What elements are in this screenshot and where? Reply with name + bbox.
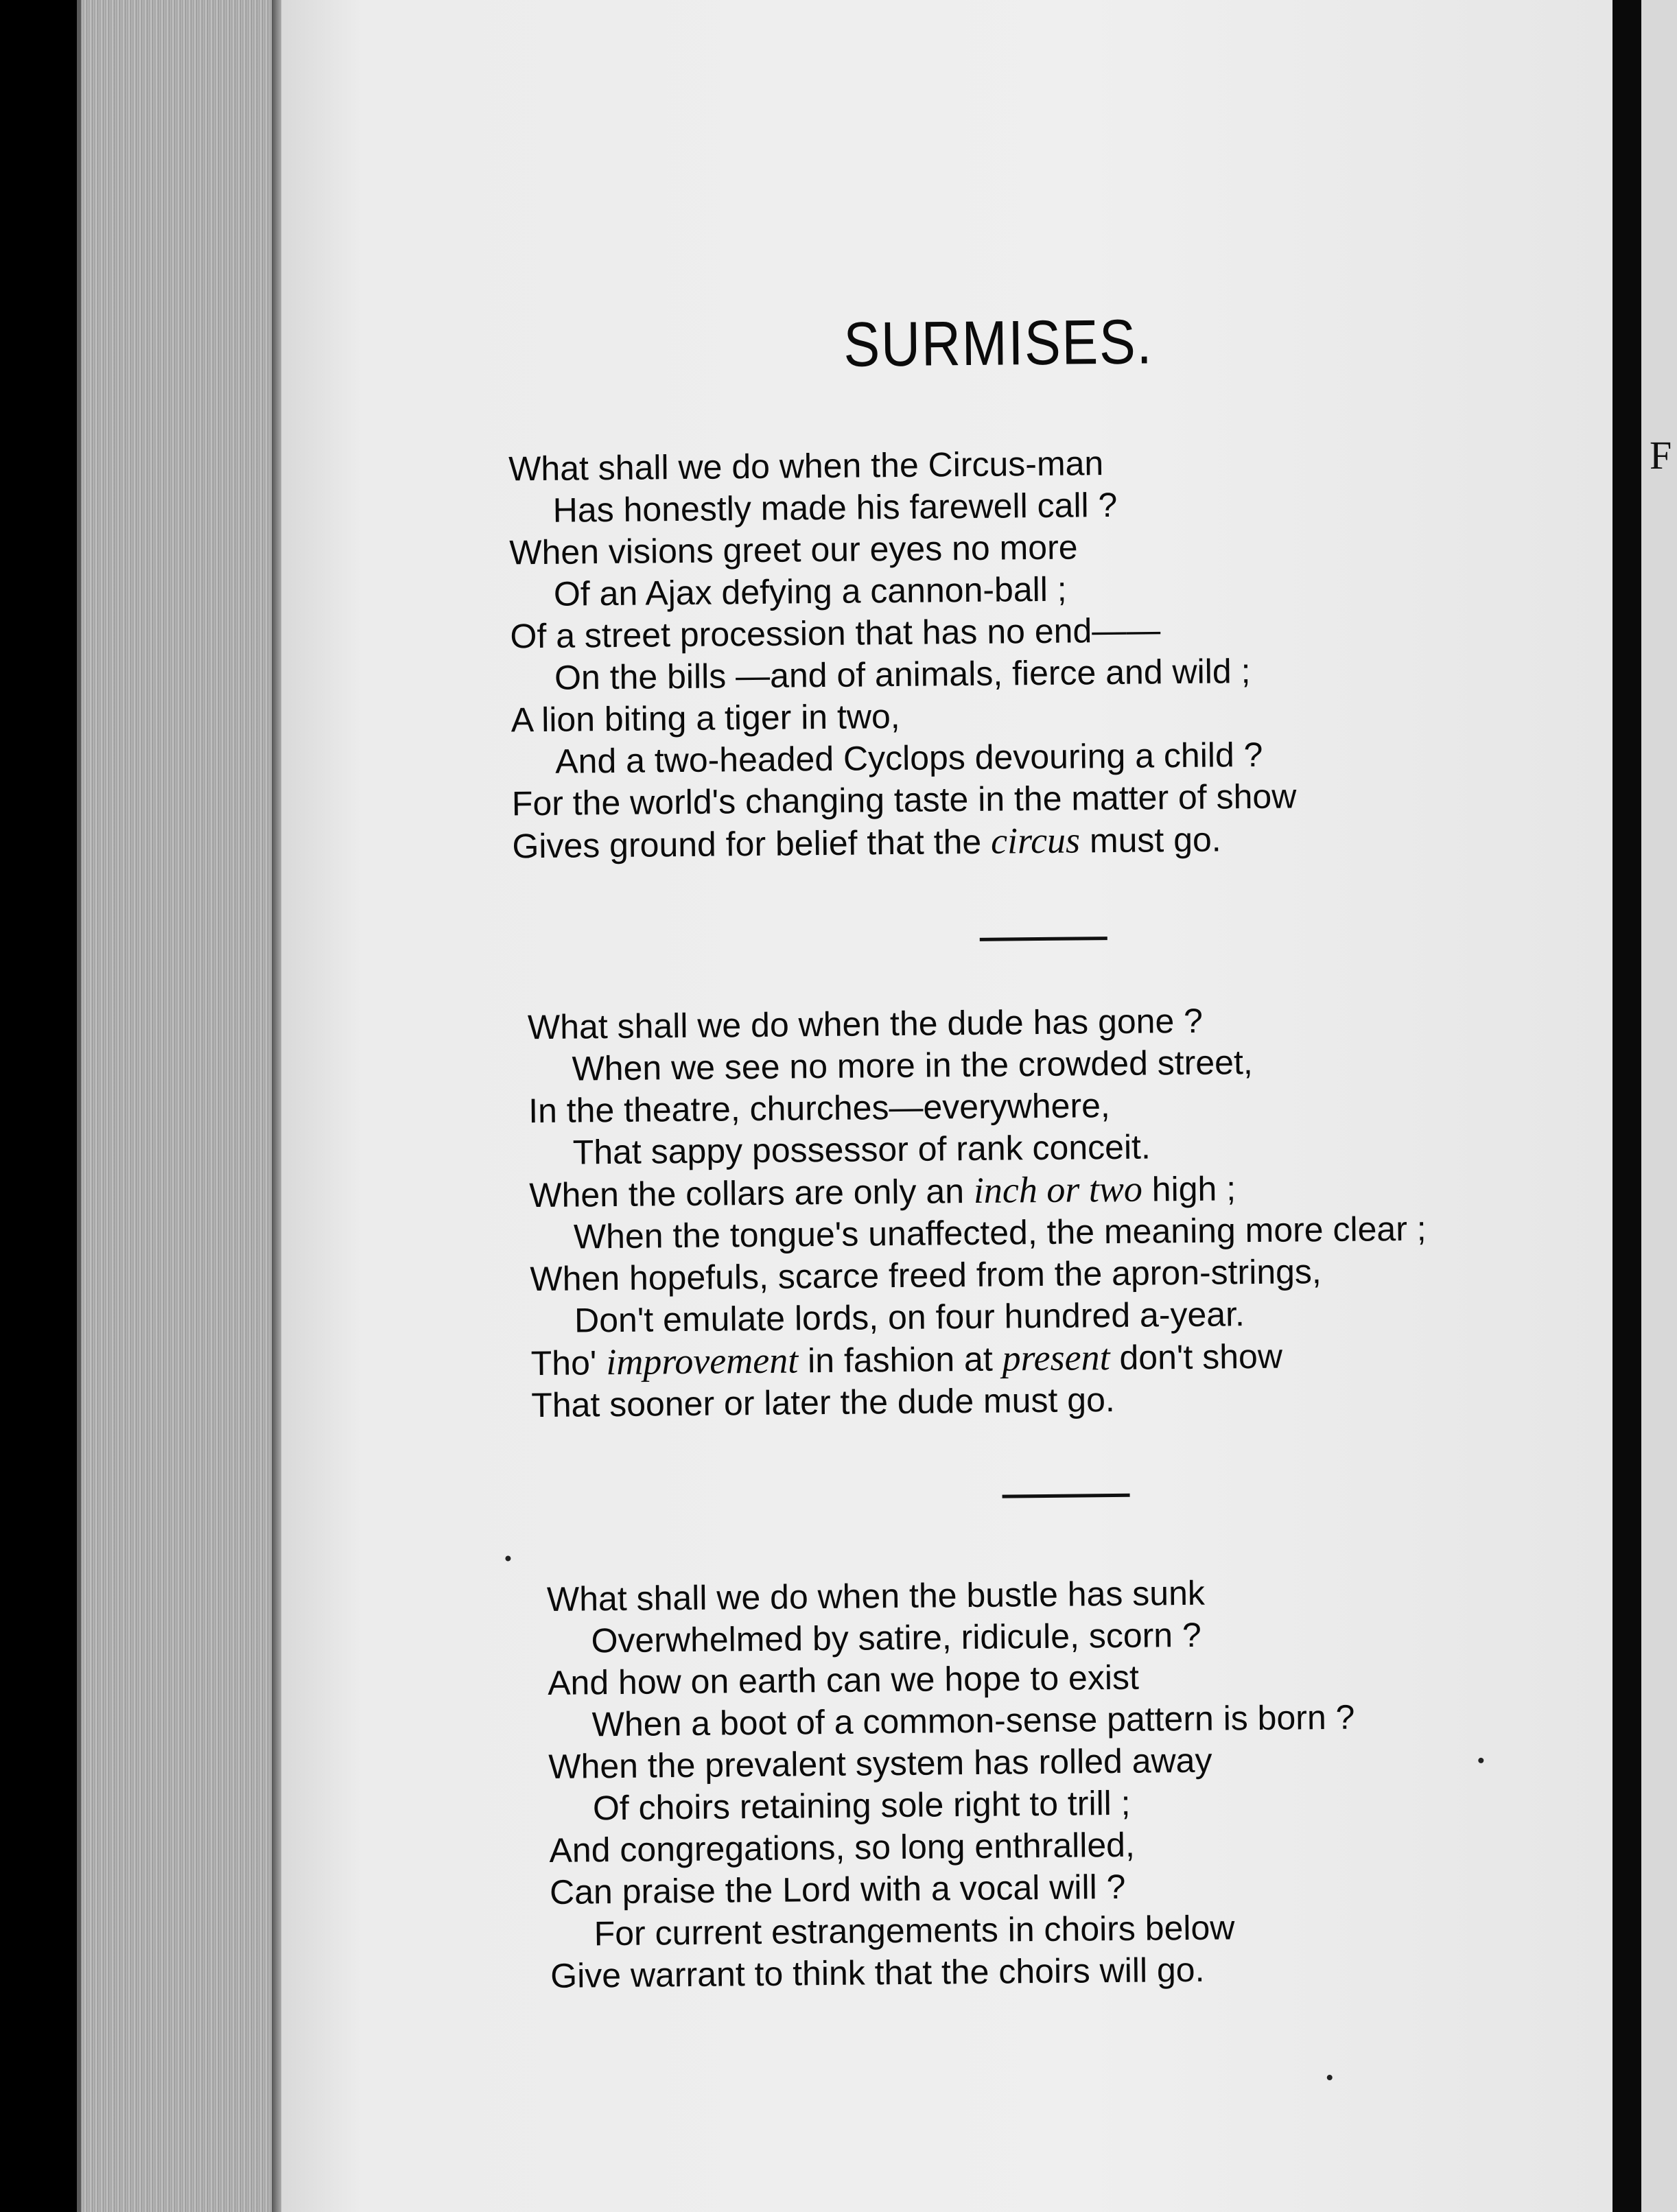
line-text: A lion biting a tiger in two,: [511, 696, 900, 740]
line-fragment: When the collars are only an: [529, 1171, 974, 1215]
next-page-edge: [1641, 0, 1677, 2212]
line-text: For current estrangements in choirs below: [594, 1908, 1235, 1953]
line-text: When the tongue's unaffected, the meaning more clear ;: [573, 1209, 1427, 1256]
page-edges: [77, 0, 280, 2212]
poem-line: [531, 1376, 1428, 1427]
line-text: For the world's changing taste in the matter of show: [511, 777, 1297, 823]
poem-line: [508, 482, 1293, 532]
poem-line: [548, 1739, 1355, 1788]
poem-line: [547, 1571, 1354, 1621]
line-text: Don't emulate lords, on four hundred a-year.: [574, 1295, 1245, 1340]
ink-speck: [1327, 2075, 1333, 2080]
line-text: Of an Ajax defying a cannon-ball ;: [553, 569, 1067, 613]
poem-line: [548, 1697, 1354, 1746]
line-text: Give warrant to think that the choirs will go.: [550, 1950, 1205, 1995]
line-text: Of a street procession that has no end——: [510, 611, 1161, 656]
line-text: When the prevalent system has rolled away: [548, 1741, 1212, 1786]
italic-phrase: improvement: [605, 1339, 799, 1383]
italic-phrase: circus: [990, 819, 1081, 862]
poem-line: [548, 1655, 1354, 1704]
ink-speck: [505, 1555, 511, 1561]
line-text: Of choirs retaining sole right to trill ;: [592, 1783, 1131, 1828]
line-text: Can praise the Lord with a vocal will ?: [549, 1867, 1126, 1911]
book-page: [281, 0, 1619, 2212]
line-fragment: don't show: [1110, 1337, 1283, 1378]
line-text: And congregations, so long enthralled,: [549, 1825, 1136, 1870]
poem-line: [549, 1780, 1356, 1830]
ink-speck: [1478, 1758, 1484, 1763]
poem-line: [550, 1864, 1357, 1914]
line-text: In the theatre, churches—everywhere,: [528, 1086, 1111, 1131]
italic-phrase: present: [1002, 1337, 1110, 1379]
stanza-2: [528, 998, 1429, 1427]
page-text: [271, 0, 1630, 2212]
line-fragment: Gives ground for belief that the: [512, 822, 992, 866]
poem-line: [510, 566, 1295, 615]
poem-line: [510, 608, 1295, 657]
line-text: Has honestly made his farewell call ?: [552, 485, 1118, 530]
line-text: And a two-headed Cyclops devouring a child ?: [555, 735, 1263, 781]
line-fragment: must go.: [1079, 820, 1221, 860]
line-text: When a boot of a common-sense pattern is born ?: [591, 1697, 1355, 1744]
stanza-3: [547, 1571, 1358, 1997]
line-text: On the bills —and of animals, fierce and wild ;: [554, 652, 1251, 697]
poem-line: [511, 650, 1295, 699]
line-fragment: in fashion at: [797, 1339, 1002, 1380]
line-text: When visions greet our eyes no more: [509, 528, 1078, 572]
section-divider: [1002, 1494, 1130, 1498]
line-text: When hopefuls, scarce freed from the apron-strings,: [530, 1252, 1322, 1299]
poem-line: [549, 1822, 1356, 1872]
poem-line: [508, 440, 1293, 490]
italic-phrase: inch or two: [973, 1168, 1143, 1211]
poem-line: [509, 524, 1294, 574]
line-text: What shall we do when the Circus-man: [508, 444, 1104, 489]
poem-line: [512, 775, 1297, 825]
line-fragment: high ;: [1142, 1169, 1236, 1209]
line-text: That sappy possessor of rank conceit.: [572, 1127, 1151, 1172]
line-text: That sooner or later the dude must go.: [531, 1380, 1116, 1425]
line-text: Overwhelmed by satire, ridicule, scorn ?: [591, 1615, 1202, 1660]
poem-line: [511, 733, 1296, 783]
line-fragment: Tho': [530, 1343, 607, 1383]
section-divider: [980, 937, 1107, 941]
next-page-fragment: F: [1650, 433, 1672, 478]
stanza-1: [508, 440, 1297, 867]
poem-line: [547, 1613, 1354, 1662]
line-text: And how on earth can we hope to exist: [547, 1658, 1140, 1702]
line-text: What shall we do when the bustle has sunk: [546, 1573, 1206, 1619]
poem-line: [512, 817, 1297, 867]
poem-title: SURMISES.: [843, 307, 1153, 380]
poem-line: [550, 1948, 1357, 1997]
poem-line: [511, 692, 1295, 741]
line-text: When we see no more in the crowded street,: [572, 1043, 1253, 1088]
poem-line: [530, 1250, 1427, 1301]
poem-line: [550, 1906, 1357, 1955]
line-text: What shall we do when the dude has gone ?: [527, 1001, 1204, 1047]
